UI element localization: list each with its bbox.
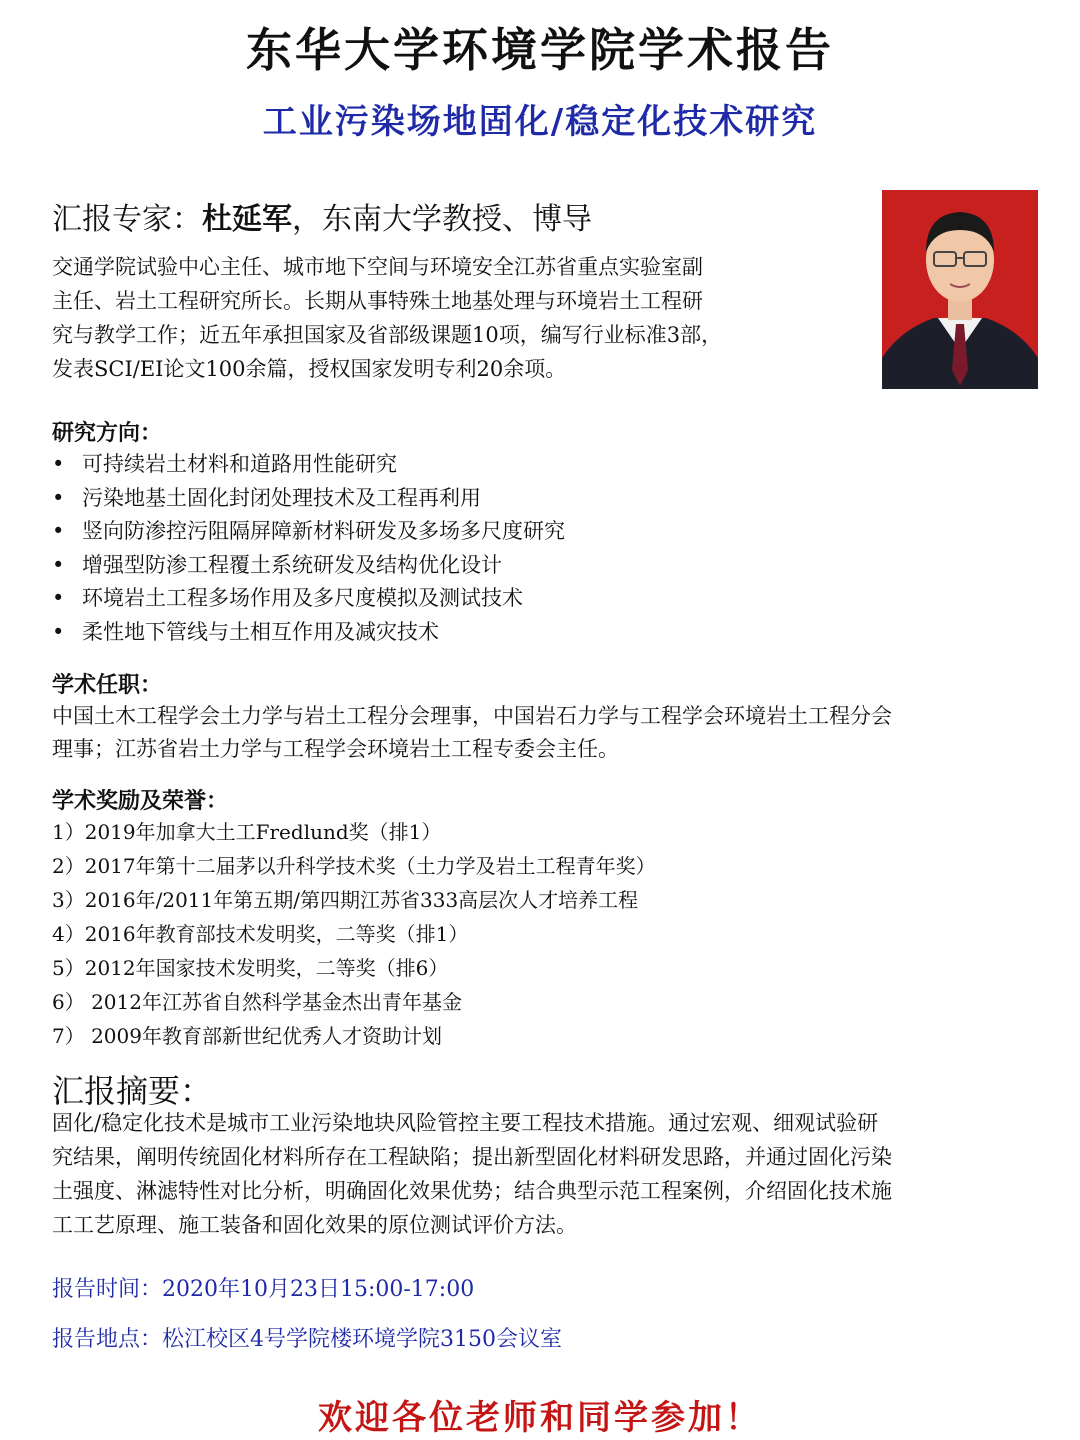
list-item: • 污染地基土固化封闭处理技术及工程再利用 [52, 482, 565, 516]
speaker-affiliation: ，东南大学教授、博导 [292, 202, 592, 237]
awards-heading: 学术奖励及荣誉： [52, 789, 229, 814]
bio-line: 究与教学工作；近五年承担国家及省部级课题10项，编写行业标准3部， [52, 323, 723, 347]
posts-heading: 学术任职： [52, 673, 163, 698]
bio-line: 发表SCI/EI论文100余篇，授权国家发明专利20余项。 [52, 357, 567, 381]
list-item: 4）2016年教育部技术发明奖，二等奖（排1） [52, 922, 469, 946]
speaker-photo [882, 190, 1038, 389]
awards-list [52, 815, 656, 1053]
list-item: • 环境岩土工程多场作用及多尺度模拟及测试技术 [52, 582, 565, 616]
list-item: 7） 2009年教育部新世纪优秀人才资助计划 [52, 1024, 442, 1048]
posts-line: 理事；江苏省岩土力学与工程学会环境岩土工程专委会主任。 [52, 737, 619, 761]
list-item: • 竖向防渗控污阻隔屏障新材料研发及多场多尺度研究 [52, 515, 565, 549]
welcome-banner: 欢迎各位老师和同学参加！ [318, 1398, 762, 1438]
poster-title: 东华大学环境学院学术报告 [246, 23, 834, 77]
speaker-bio [52, 250, 852, 386]
list-item: 2）2017年第十二届茅以升科学技术奖（土力学及岩土工程青年奖） [52, 854, 656, 878]
summary-line: 固化/稳定化技术是城市工业污染地块风险管控主要工程技术措施。通过宏观、细观试验研 [52, 1111, 879, 1135]
report-location: 报告地点：松江校区4号学院楼环境学院3150会议室 [52, 1327, 562, 1352]
list-item: 1）2019年加拿大土工Fredlund奖（排1） [52, 820, 442, 844]
list-item: 6） 2012年江苏省自然科学基金杰出青年基金 [52, 990, 462, 1014]
posts-line: 中国土木工程学会土力学与岩土工程分会理事，中国岩石力学与工程学会环境岩土工程分会 [52, 704, 892, 728]
research-heading: 研究方向： [52, 421, 163, 446]
list-item: • 增强型防渗工程覆土系统研发及结构优化设计 [52, 549, 565, 583]
summary-text [52, 1106, 1047, 1242]
speaker-name: 杜延军 [202, 202, 292, 237]
list-item: 5）2012年国家技术发明奖，二等奖（排6） [52, 956, 449, 980]
research-list [52, 448, 565, 650]
summary-line: 土强度、淋滤特性对比分析，明确固化效果优势；结合典型示范工程案例，介绍固化技术施 [52, 1179, 892, 1203]
speaker-label: 汇报专家： [52, 202, 202, 237]
speaker-line [52, 194, 592, 238]
list-item: • 柔性地下管线与土相互作用及减灾技术 [52, 616, 565, 650]
list-item: 3）2016年/2011年第五期/第四期江苏省333高层次人才培养工程 [52, 888, 639, 912]
summary-line: 工工艺原理、施工装备和固化效果的原位测试评价方法。 [52, 1213, 577, 1237]
speaker-portrait-illustration [882, 190, 1038, 389]
summary-heading: 汇报摘要： [52, 1072, 213, 1110]
bio-line: 交通学院试验中心主任、城市地下空间与环境安全江苏省重点实验室副 [52, 255, 703, 279]
poster-subtitle: 工业污染场地固化/稳定化技术研究 [262, 102, 818, 142]
list-item: • 可持续岩土材料和道路用性能研究 [52, 448, 565, 482]
report-time: 报告时间：2020年10月23日15:00-17:00 [52, 1277, 475, 1302]
summary-line: 究结果，阐明传统固化材料所存在工程缺陷；提出新型固化材料研发思路，并通过固化污染 [52, 1145, 892, 1169]
posts-text [52, 700, 1047, 766]
bio-line: 主任、岩土工程研究所长。长期从事特殊土地基处理与环境岩土工程研 [52, 289, 703, 313]
